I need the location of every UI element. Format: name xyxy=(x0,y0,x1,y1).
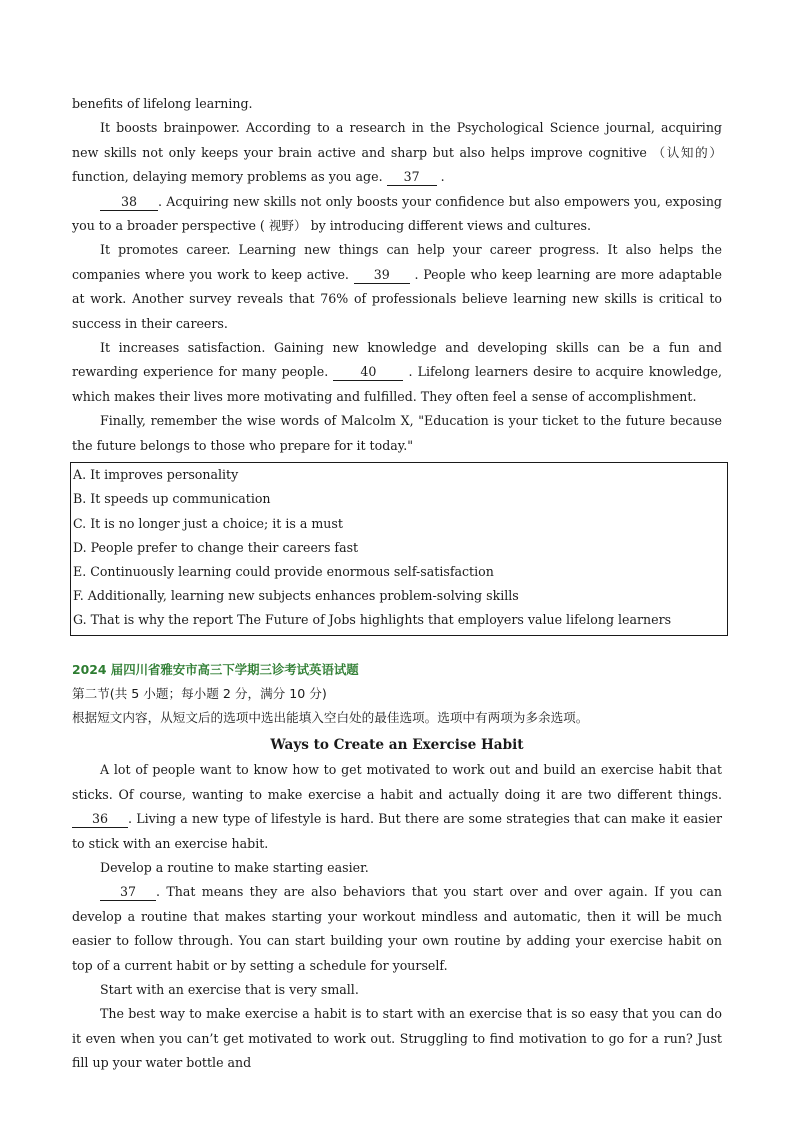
option-f[interactable]: F. Additionally, learning new subjects enhances problem-solving skills xyxy=(73,588,519,604)
answer-blank-37b[interactable]: 37 xyxy=(100,883,156,901)
options-box xyxy=(70,462,728,635)
paragraph: 38 . Acquiring new skills not only boosts your confidence but also empowers you, exposing you to a broader perspective ( 视野） by introducing different views and cultures. xyxy=(72,193,722,234)
paragraph: Finally, remember the wise words of Malcolm X, "Education is your ticket to the future because the future belongs to those who prepare for it today." xyxy=(72,413,722,453)
answer-blank-37[interactable]: 37 xyxy=(387,168,437,186)
option-e[interactable]: E. Continuously learning could provide enormous self-satisfaction xyxy=(73,563,494,579)
paragraph: It promotes career. Learning new things can help your career progress. It also helps the companies where you work to keep active. 39 . People who keep learning are more adaptable at work. Another survey reveals that 76% of professionals believe learning new skills is critical to success in their careers. xyxy=(72,242,723,331)
option-d[interactable]: D. People prefer to change their careers fast xyxy=(73,539,359,555)
option-c[interactable]: C. It is no longer just a choice; it is a must xyxy=(73,515,343,531)
source-heading: 2024 届四川省雅安市高三下学期三诊考试英语试题 xyxy=(72,661,359,677)
paragraph: It increases satisfaction. Gaining new knowledge and developing skills can be a fun and rewarding experience for many people. 40 . Lifelong learners desire to acquire knowledge, which makes their lives more motivating and fulfilled. They often feel a sense of accomplishment. xyxy=(72,340,722,404)
paragraph: 37 . That means they are also behaviors that you start over and over again. If you can develop a routine that makes starting your workout mindless and automatic, then it will be much easier to follow through. You can start building your own routine by adding your exercise habit on top of a current habit or by setting a schedule for yourself. xyxy=(72,884,722,973)
subheading: Develop a routine to make starting easier. xyxy=(100,859,369,875)
option-g[interactable]: G. That is why the report The Future of Jobs highlights that employers value lifelong learners xyxy=(73,612,672,628)
answer-blank-40[interactable]: 40 xyxy=(333,363,403,381)
section-header: 第二节(共 5 小题；每小题 2 分，满分 10 分) xyxy=(72,685,327,701)
passage-title: Ways to Create an Exercise Habit xyxy=(270,737,524,754)
answer-blank-36[interactable]: 36 xyxy=(72,810,128,828)
subheading: Start with an exercise that is very small. xyxy=(100,981,359,997)
answer-blank-39[interactable]: 39 xyxy=(354,266,410,284)
option-b[interactable]: B. It speeds up communication xyxy=(73,491,271,507)
paragraph: It boosts brainpower. According to a research in the Psychological Science journal, acquiring new skills not only keeps your brain active and sharp but also helps improve cognitive （认知的） function, delaying memory problems as you age. 37 . xyxy=(72,120,722,185)
answer-blank-38[interactable]: 38 xyxy=(100,193,158,211)
paragraph: A lot of people want to know how to get motivated to work out and build an exercise habit that sticks. Of course, wanting to make exercise a habit and actually doing it are two different things. 36 . Living a new type of lifestyle is hard. But there are some strategies that can make it easier to stick with an exercise habit. xyxy=(72,762,722,851)
paragraph: benefits of lifelong learning. xyxy=(72,96,253,111)
instructions: 根据短文内容，从短文后的选项中选出能填入空白处的最佳选项。选项中有两项为多余选项。 xyxy=(72,709,589,725)
document-page xyxy=(72,92,722,1076)
option-a[interactable]: A. It improves personality xyxy=(73,467,239,483)
paragraph: The best way to make exercise a habit is to start with an exercise that is so easy that you can do it even when you can’t get motivated to work out. Struggling to find motivation to go for a run? Just fill up your water bottle and xyxy=(72,1006,722,1071)
